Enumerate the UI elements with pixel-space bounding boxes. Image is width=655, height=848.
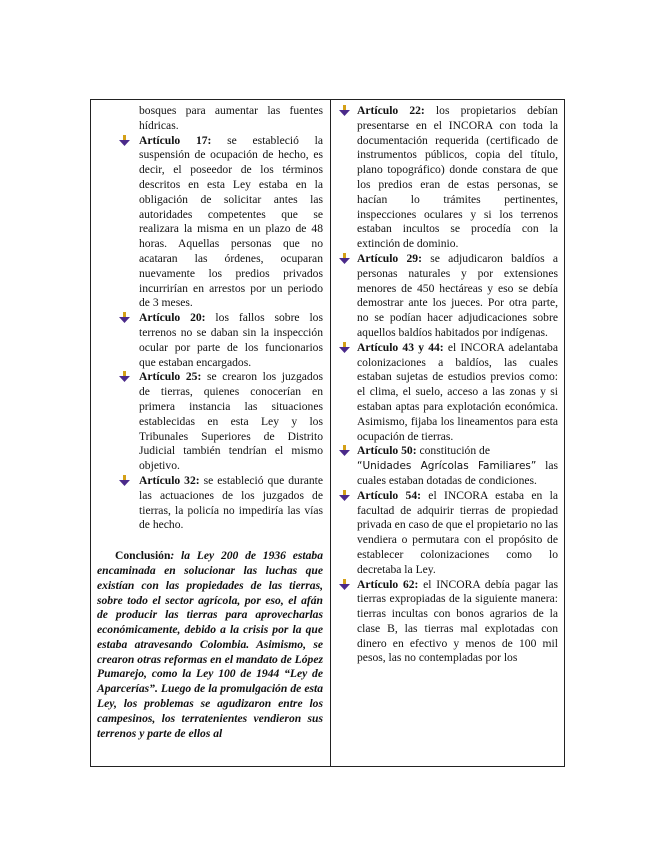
two-column-table <box>90 99 565 767</box>
item-text: el INCORA adelantaba colonizaciones a baldíos, las cuales estaban sujetas de estudios previos como: el clima, el suelo, acceso a las zonas y si estaban aptas para explotación económica. Asimismo, fijaba los lineamentos para esta ocupación de tierras. <box>357 340 558 443</box>
right-item-articulo-54 <box>337 489 558 578</box>
item-text: se crearon los juzgados de tierras, quienes conocerían en primera instancia las situaciones establecidas en esta Ley y los Tribunales Superiores de Distrito Judicial también tendrían el mismo objetivo. <box>139 370 323 473</box>
arrow-bullet-icon <box>339 445 351 457</box>
arrow-bullet-icon <box>119 312 131 324</box>
item-label: Artículo 62: <box>357 577 419 591</box>
left-item-articulo-20 <box>97 311 323 370</box>
conclusion-paragraph <box>97 549 323 741</box>
left-item-articulo-32 <box>97 474 323 533</box>
item-quoted-term: “Unidades Agrícolas Familiares” <box>357 460 537 473</box>
item-text: constitución de <box>416 444 490 458</box>
right-column <box>331 100 564 766</box>
right-item-articulo-50 <box>337 444 558 488</box>
arrow-bullet-icon <box>339 253 351 265</box>
item-label: Artículo 50: <box>357 444 417 458</box>
item-label: Artículo 25: <box>139 370 202 384</box>
item-text: el INCORA estaba en la facultad de adquirir tierras de propiedad privada en caso de que el propietario no las vendiera o permutara con el propósito de establecer colonizaciones como lo decretaba la Ley. <box>357 488 558 576</box>
item-text: los fallos sobre los terrenos no se daban sin la inspección ocular por parte de los funcionarios que estaban encargados. <box>139 311 323 369</box>
right-item-articulo-62 <box>337 578 558 667</box>
left-item-articulo-17 <box>97 134 323 312</box>
arrow-bullet-icon <box>119 135 131 147</box>
right-item-articulo-22 <box>337 104 558 252</box>
item-text: se estableció la suspensión de ocupación de hecho, es decir, el poseedor de los términos descritos en esta Ley estaba en la obligación de solicitar antes las autoridades competentes que se realizara la misma en un plazo de 48 horas. Aquellas personas que no acataran las órdenes, ocuparan nuevamente los predios privados incurrirían en arrestos por un periodo de 3 meses. <box>139 133 323 310</box>
item-label: Artículo 17: <box>139 133 212 147</box>
left-continuation: bosques para aumentar las fuentes hídricas. <box>139 104 323 132</box>
item-label: Artículo 32: <box>139 473 200 487</box>
right-item-articulo-29 <box>337 252 558 341</box>
right-item-articulo-43-44 <box>337 341 558 445</box>
item-label: Artículo 54: <box>357 488 421 502</box>
arrow-bullet-icon <box>119 371 131 383</box>
left-column <box>91 100 331 766</box>
item-label: Artículo 29: <box>357 251 422 265</box>
item-label: Artículo 20: <box>139 311 206 325</box>
arrow-bullet-icon <box>339 579 351 591</box>
arrow-bullet-icon <box>339 490 351 502</box>
item-label: Artículo 22: <box>357 104 425 117</box>
arrow-bullet-icon <box>339 342 351 354</box>
left-item-articulo-25 <box>97 370 323 474</box>
item-text: los propietarios debían presentarse en el INCORA con toda la documentación requerida (certificado de instrumentos públicos, copia del título, plano topográfico) donde constara de que los predios eran de estas personas, se hacían lo trámites pertinentes, inspecciones oculares y si los terrenos estaban incultos se procedía con la extinción de dominio. <box>357 104 558 251</box>
conclusion-label: Conclusión <box>115 549 171 563</box>
item-label: Artículo 43 y 44: <box>357 340 444 354</box>
conclusion-text: : la Ley 200 de 1936 estaba encaminada en solucionar las luchas que existían con las propiedades de las tierras, sobre todo el sector agrícola, por eso, el afán de producir las tierras para aprovecharlas económicamente, debido a la crisis por la que estaba atravesando Colombia. Asimismo, se crearon otras reformas en el mandato de López Pumarejo, como la Ley 100 de 1944 “Ley de Aparcerías”. Luego de la promulgación de esta Ley, los problemas se agudizaron entre los campesinos, los terratenientes vendieron sus terrenos y parte de ellos al <box>97 549 323 740</box>
arrow-bullet-icon <box>339 105 351 117</box>
item-text-continued: las cuales estaban dotadas de condiciones. <box>357 459 558 487</box>
item-text: se estableció que durante las actuaciones de los juzgados de tierras, la policía no impediría las vías de hecho. <box>139 473 323 532</box>
arrow-bullet-icon <box>119 475 131 487</box>
item-text: se adjudicaron baldíos a personas naturales y por extensiones menores de 450 hectáreas y eso se debía demostrar ante los jueces. Por otra parte, no se podían hacer adjudicaciones sobre aquellos baldíos habitados por indígenas. <box>357 251 558 339</box>
item-text: el INCORA debía pagar las tierras expropiadas de la siguiente manera: tierras incultas con bonos agrarios de la clase B, las tierras mal explotadas con dinero en efectivo y menos de 100 mil pesos, las no contempladas por los <box>357 577 558 665</box>
